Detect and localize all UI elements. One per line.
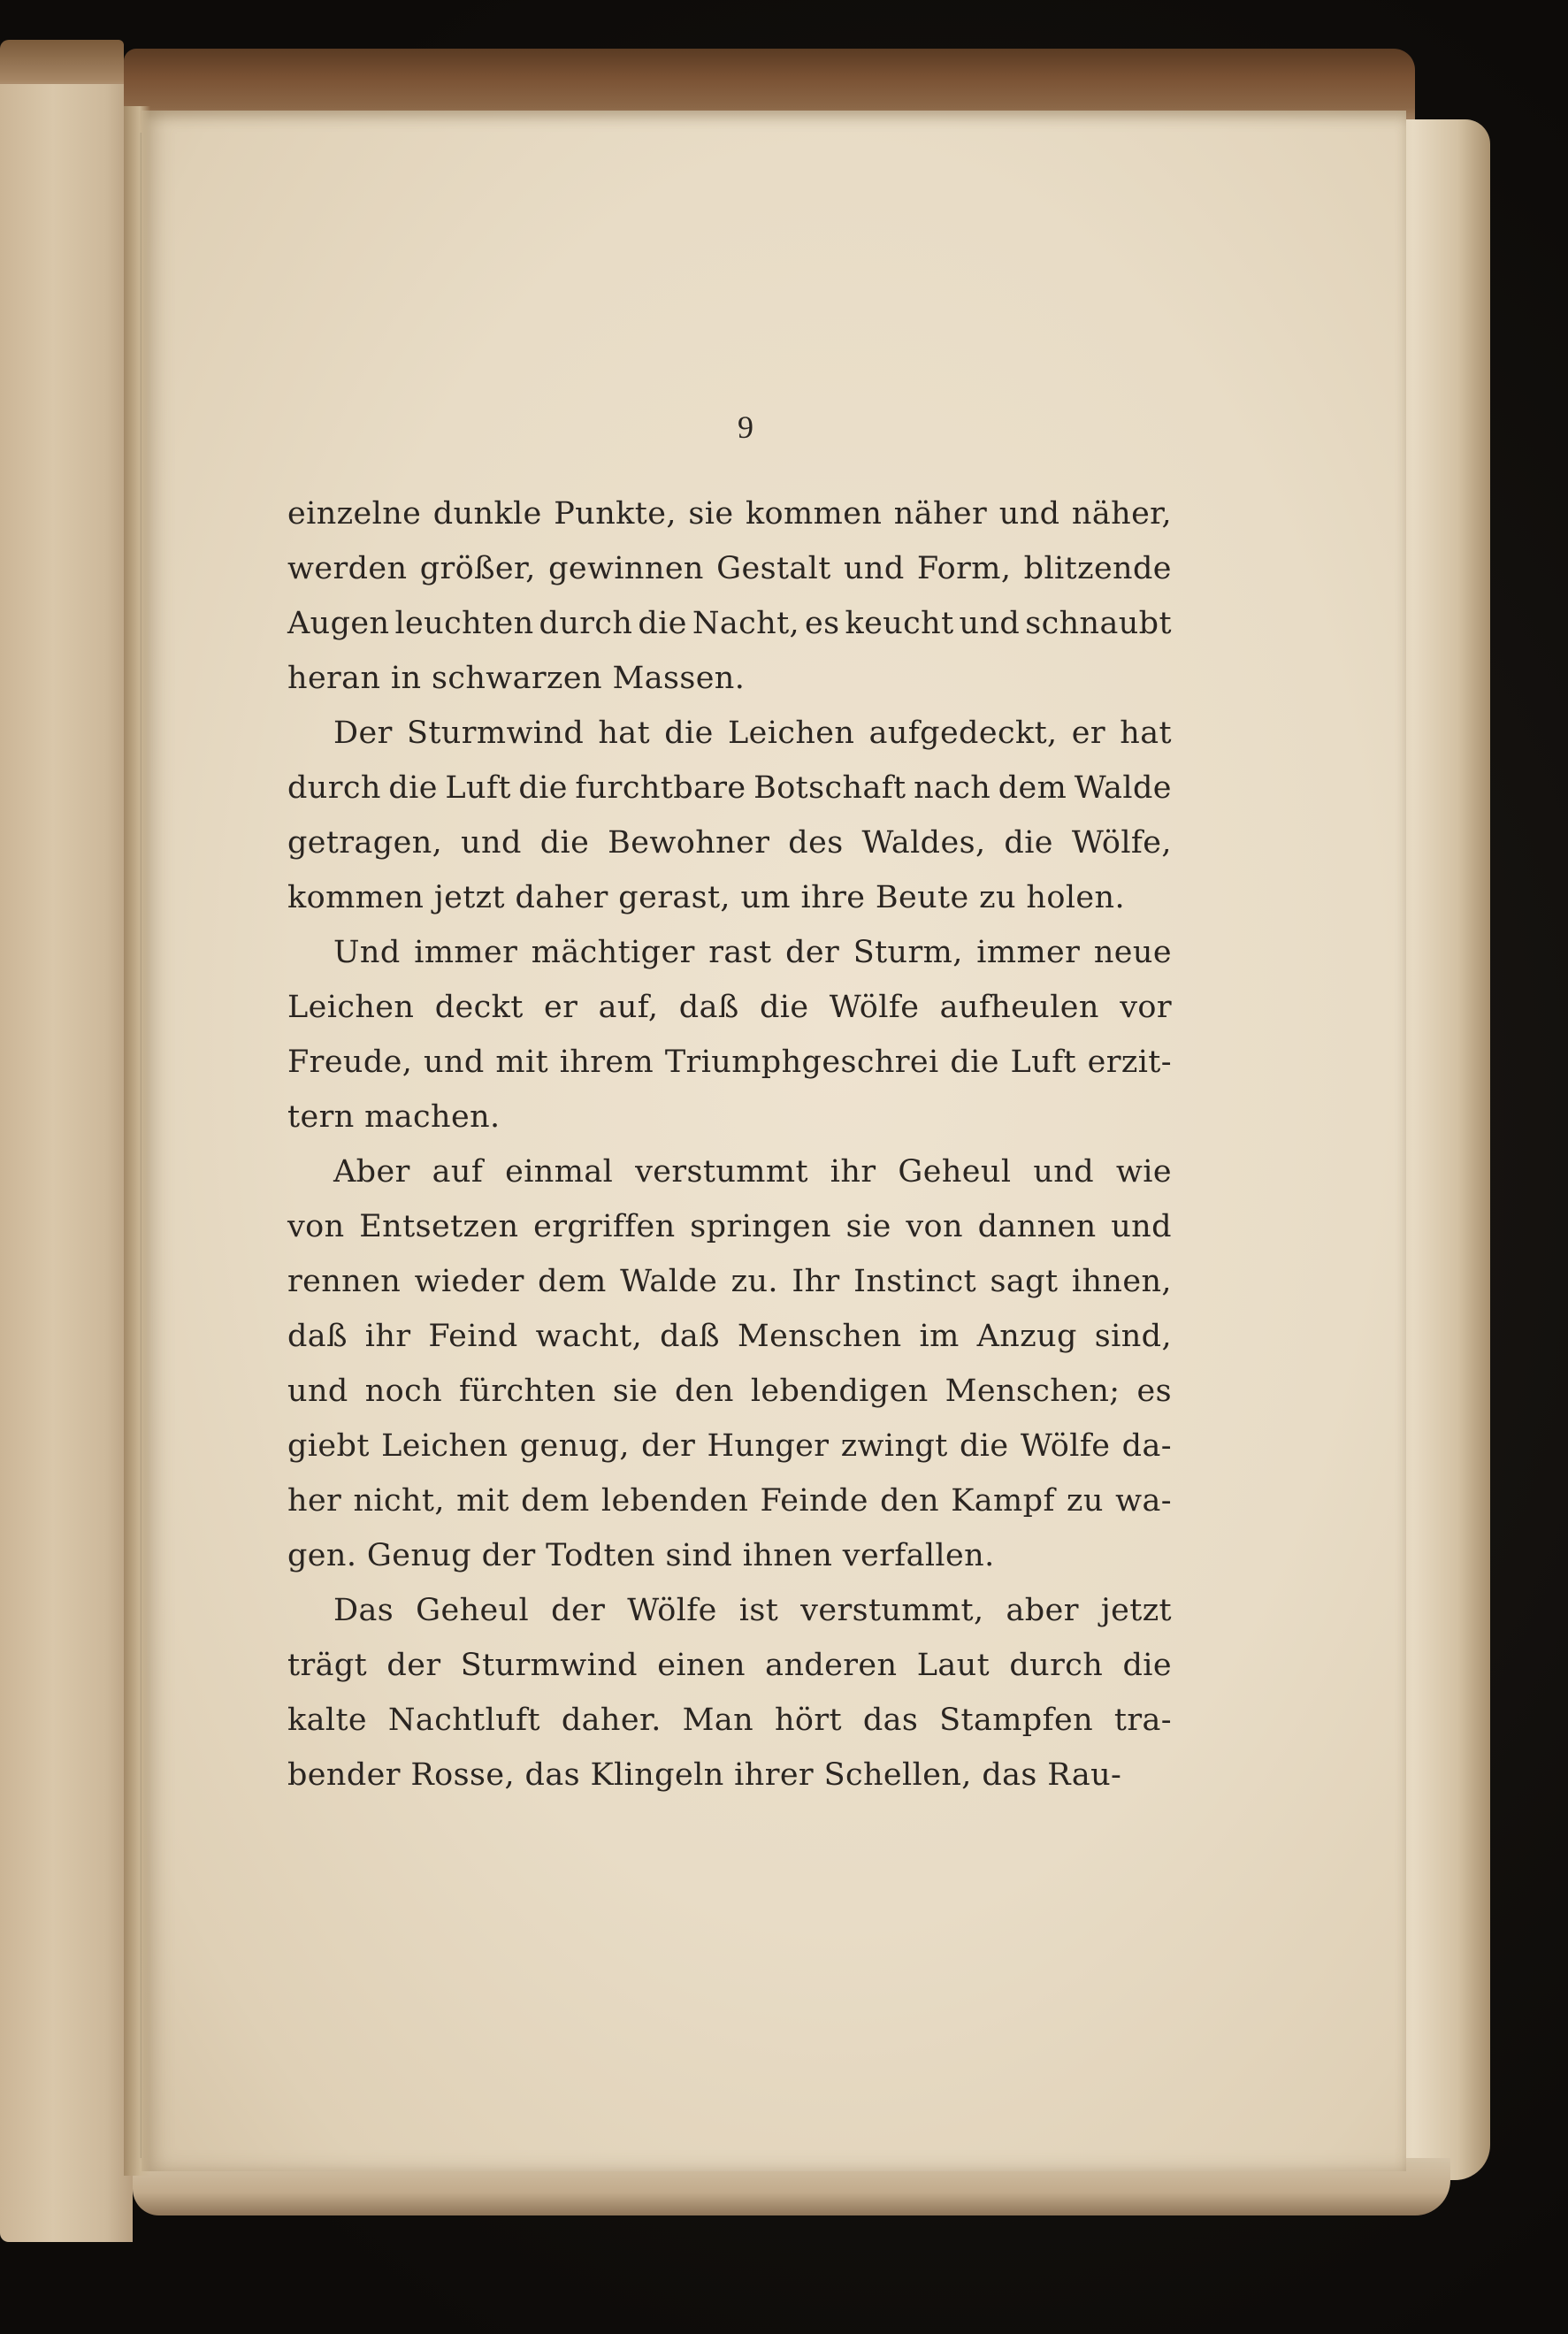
text-line: rennen wieder dem Walde zu. Ihr Instinct sagt ihnen, <box>287 1264 1172 1299</box>
text-line: Augen leuchten durch die Nacht, es keucht und schnaubt <box>287 606 1172 641</box>
text-line: Freude, und mit ihrem Triumphgeschrei die Luft erzit- <box>287 1045 1172 1080</box>
text-line: Aber auf einmal verstummt ihr Geheul und wie <box>333 1154 1172 1190</box>
page-text <box>287 486 1172 1802</box>
text-line: Der Sturmwind hat die Leichen aufgedeckt, er hat <box>333 716 1172 751</box>
text-line: einzelne dunkle Punkte, sie kommen näher und näher, <box>287 496 1172 532</box>
text-line: Das Geheul der Wölfe ist verstummt, aber jetzt <box>333 1593 1172 1628</box>
text-line: Und immer mächtiger rast der Sturm, immer neue <box>333 935 1172 970</box>
text-line: getragen, und die Bewohner des Waldes, die Wölfe, <box>287 825 1172 861</box>
text-line: kalte Nachtluft daher. Man hört das Stampfen tra- <box>287 1703 1172 1738</box>
text-line: durch die Luft die furchtbare Botschaft nach dem Walde <box>287 770 1172 806</box>
text-line: bender Rosse, das Klingeln ihrer Schellen, das Rau- <box>287 1757 1122 1793</box>
text-line: daß ihr Feind wacht, daß Menschen im Anzug sind, <box>287 1319 1172 1354</box>
text-line: trägt der Sturmwind einen anderen Laut durch die <box>287 1648 1172 1683</box>
page-number: 9 <box>738 409 753 445</box>
left-page-edge <box>0 84 133 2242</box>
text-line: von Entsetzen ergriffen springen sie von dannen und <box>287 1209 1172 1244</box>
text-line: und noch fürchten sie den lebendigen Menschen; es <box>287 1374 1172 1409</box>
text-line: gen. Genug der Todten sind ihnen verfallen. <box>287 1538 995 1573</box>
text-line: her nicht, mit dem lebenden Feinde den Kampf zu wa- <box>287 1483 1172 1519</box>
text-line: giebt Leichen genug, der Hunger zwingt die Wölfe da- <box>287 1428 1172 1464</box>
text-line: werden größer, gewinnen Gestalt und Form, blitzende <box>287 551 1172 586</box>
text-line: tern machen. <box>287 1099 501 1135</box>
text-line: kommen jetzt daher gerast, um ihre Beute zu holen. <box>287 880 1126 915</box>
text-line: Leichen deckt er auf, daß die Wölfe aufheulen vor <box>287 990 1172 1025</box>
text-line: heran in schwarzen Massen. <box>287 661 746 696</box>
